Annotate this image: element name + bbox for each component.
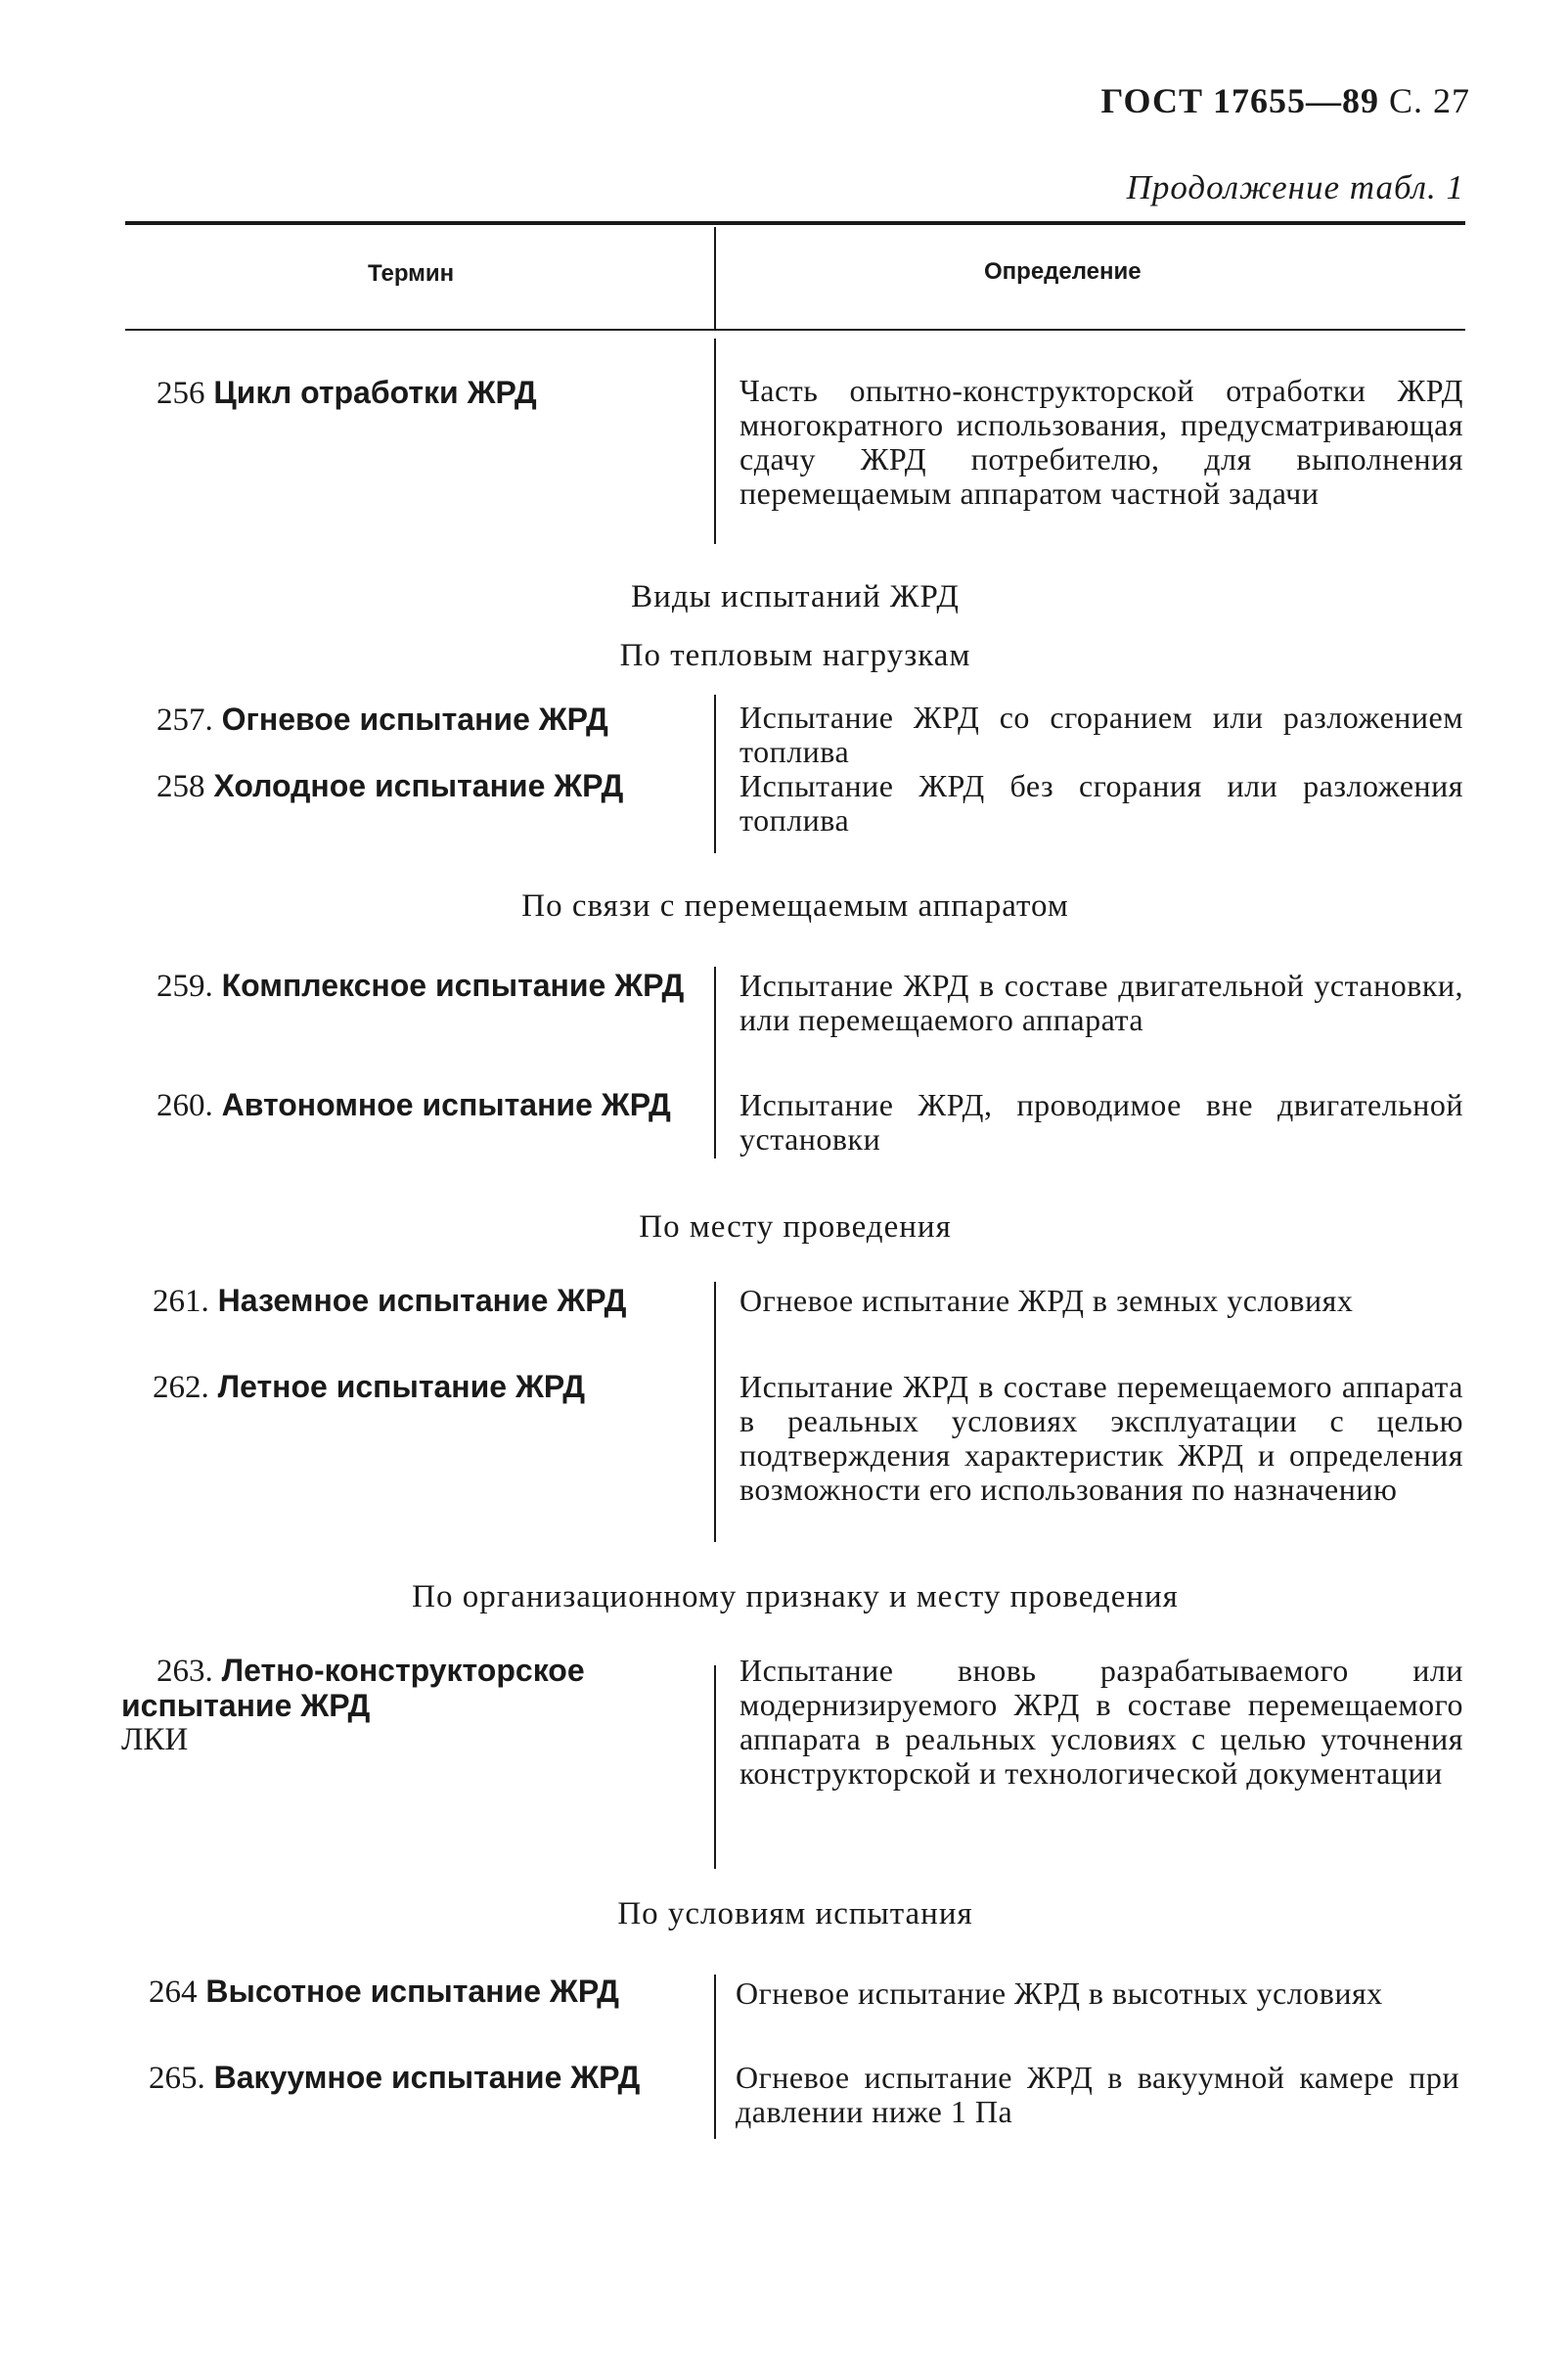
section-heading: По организационному признаку и месту проведения xyxy=(412,1579,1179,1614)
definition-265: Огневое испытание ЖРД в вакуумной камере при давлении ниже 1 Па xyxy=(736,2060,1459,2129)
page-number: С. 27 xyxy=(1388,81,1470,120)
definition-259: Испытание ЖРД в составе двигательной установки, или перемещаемого аппарата xyxy=(739,968,1463,1037)
column-divider xyxy=(714,227,716,331)
section-heading: По условиям испытания xyxy=(617,1896,973,1931)
term-entry-263: 263. Летно-конструкторское испытание ЖРД ЛКИ xyxy=(121,1654,698,1757)
definition-264: Огневое испытание ЖРД в высотных условиях xyxy=(736,1976,1383,2011)
definition-257: Испытание ЖРД со сгоранием или разложением топлива xyxy=(739,700,1463,769)
definition-263: Испытание вновь разрабатываемого или модернизируемого ЖРД в составе перемещаемого аппарата в реальных условиях с целью уточнения конструкторской и технологической документации xyxy=(739,1653,1463,1791)
definition-261: Огневое испытание ЖРД в земных условиях xyxy=(739,1283,1354,1318)
page-header xyxy=(1101,80,1470,121)
term-entry-262: 262. Летное испытание ЖРД xyxy=(153,1369,586,1405)
column-header-definition: Определение xyxy=(984,258,1142,285)
term-entry-265: 265. Вакуумное испытание ЖРД xyxy=(149,2060,641,2096)
term-abbreviation: ЛКИ xyxy=(121,1722,189,1757)
table-header-rule xyxy=(125,329,1465,331)
term-entry-256: 256 Цикл отработки ЖРД xyxy=(157,375,537,411)
term-entry-264: 264 Высотное испытание ЖРД xyxy=(149,1974,619,2010)
term-entry-259: 259. Комплексное испытание ЖРД xyxy=(157,968,685,1004)
table-continuation-note: Продолжение табл. 1 xyxy=(1126,168,1464,206)
column-divider xyxy=(714,1282,716,1542)
column-divider xyxy=(714,967,716,1158)
definition-262: Испытание ЖРД в составе перемещаемого аппарата в реальных условиях эксплуатации с целью подтверждения характеристик ЖРД и определения возможности его использования по назначению xyxy=(739,1369,1463,1507)
column-header-term: Термин xyxy=(368,260,455,287)
term-entry-257: 257. Огневое испытание ЖРД xyxy=(157,702,608,738)
term-entry-260: 260. Автономное испытание ЖРД xyxy=(157,1087,671,1123)
definition-256: Часть опытно-конструкторской отработки ЖРД многократного использования, предусматривающая сдачу ЖРД потребителю, для выполнения перемещаемым аппаратом частной задачи xyxy=(739,373,1463,511)
section-heading: По связи с перемещаемым аппаратом xyxy=(521,888,1069,924)
section-heading: По тепловым нагрузкам xyxy=(619,638,971,673)
term-entry-258: 258 Холодное испытание ЖРД xyxy=(157,768,624,804)
section-heading: Виды испытаний ЖРД xyxy=(631,579,960,614)
doc-code: ГОСТ 17655—89 xyxy=(1100,81,1379,120)
definition-260: Испытание ЖРД, проводимое вне двигательной установки xyxy=(739,1087,1463,1157)
table-top-rule xyxy=(125,221,1465,225)
definition-258: Испытание ЖРД без сгорания или разложения топлива xyxy=(739,768,1463,838)
column-divider xyxy=(714,339,716,544)
section-heading: По месту проведения xyxy=(639,1209,952,1245)
column-divider xyxy=(714,1665,716,1869)
term-entry-261: 261. Наземное испытание ЖРД xyxy=(153,1283,627,1319)
